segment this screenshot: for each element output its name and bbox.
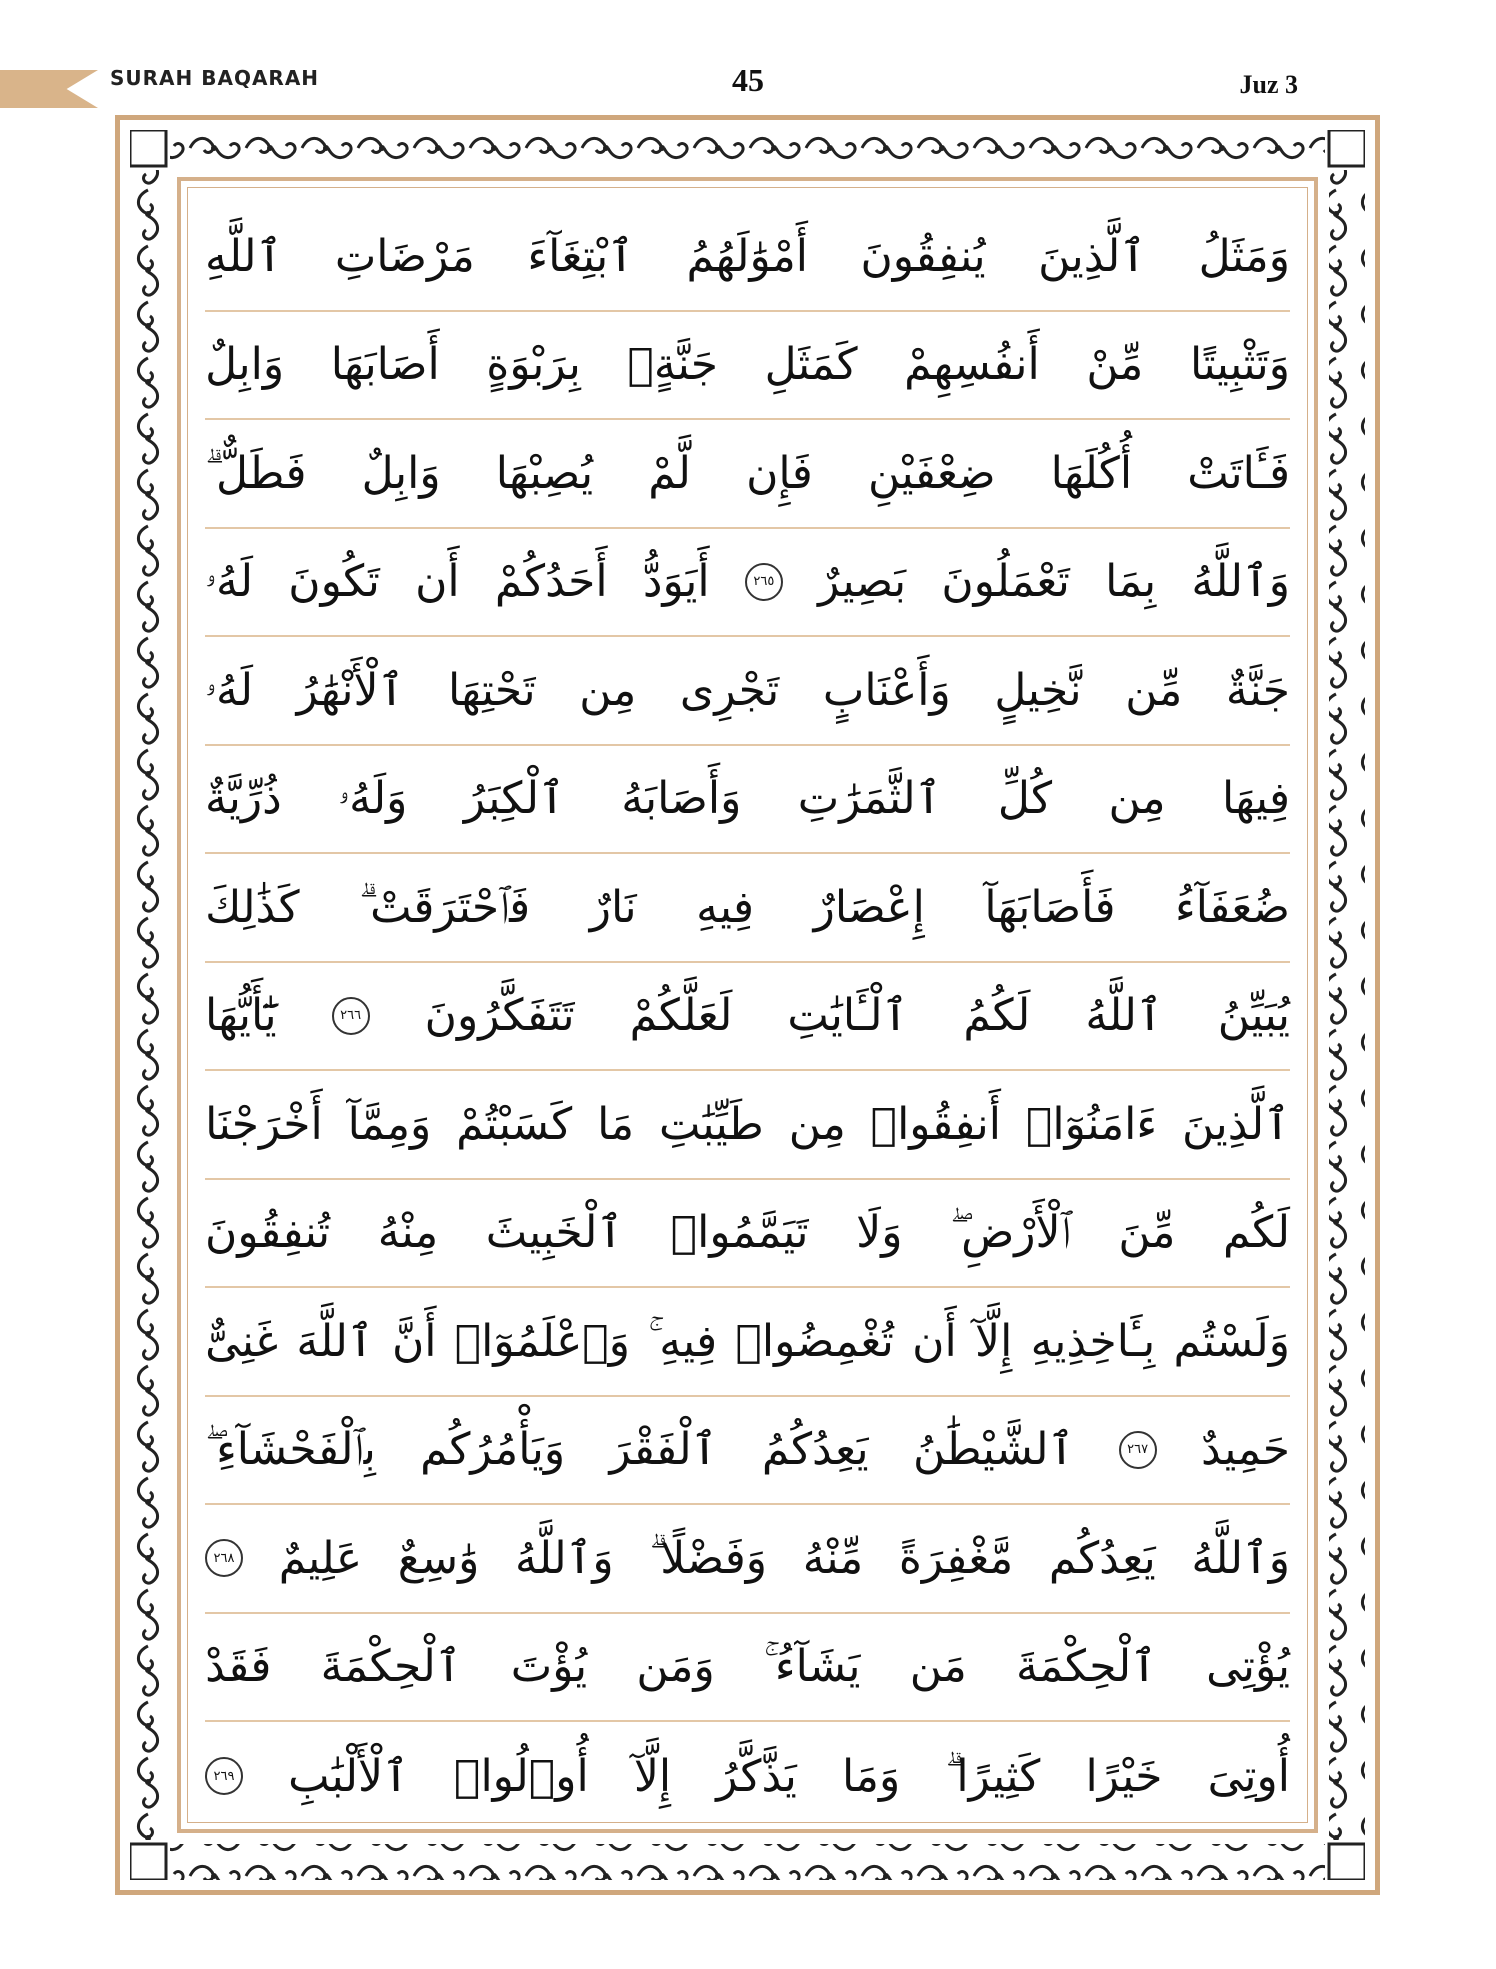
word: مِّن (1125, 664, 1183, 716)
word: جَنَّةٍۭ (627, 339, 718, 391)
word: ضِعْفَيْنِ (867, 447, 996, 499)
word: ٱلْأَرْضِ ۖ (950, 1207, 1071, 1259)
word: مِّنَ (1118, 1207, 1176, 1259)
word: فَـَٔاتَتْ (1187, 447, 1290, 499)
word: ٱلْأَنْهَٰرُ (296, 664, 405, 716)
text-line (205, 1614, 1290, 1723)
word: مَا (597, 1098, 635, 1150)
word: أَحَدُكُمْ (494, 556, 608, 608)
word: وَلَهُۥ (338, 773, 408, 825)
word: ٱلْـَٔايَٰتِ (787, 990, 909, 1042)
word: يَشَآءُ ۚ (763, 1641, 861, 1693)
word: تَعْمَلُونَ (941, 556, 1070, 608)
word: يُنفِقُونَ (860, 230, 986, 282)
word: أَخْرَجْنَا (205, 1098, 323, 1150)
word: ٱلْأَلْبَٰبِ (288, 1750, 409, 1802)
word: ٱلْفَقْرَ (609, 1424, 718, 1476)
word: غَنِىٌّ (205, 1315, 279, 1367)
word: تَجْرِى (679, 664, 780, 716)
word: كَسَبْتُمْ (456, 1098, 573, 1150)
word: وَمَا (841, 1750, 901, 1802)
word: بِمَا (1105, 556, 1157, 608)
word: وَٱعْلَمُوٓا۟ (454, 1315, 631, 1367)
word: تُغْمِضُوا۟ (735, 1315, 894, 1367)
ayah-number-marker: ٢٦٩ (205, 1757, 243, 1795)
word: فَٱحْتَرَقَتْ ۗ (359, 881, 531, 933)
word: لَكُم (1223, 1207, 1290, 1259)
word: وَمِمَّآ (347, 1098, 432, 1150)
word: ٱلْكِبَرُ (463, 773, 565, 825)
word: مَرْضَاتِ (334, 230, 475, 282)
word: ٱلشَّيْطَٰنُ (912, 1424, 1075, 1476)
word: مِّنْ (1086, 339, 1144, 391)
word: إِلَّآ (974, 1315, 1013, 1367)
text-frame (177, 177, 1318, 1833)
word: بِـَٔاخِذِيهِ (1030, 1315, 1156, 1367)
word: حَمِيدٌ (1200, 1424, 1290, 1476)
page-header (0, 0, 1496, 110)
text-line (205, 746, 1290, 855)
text-line (205, 420, 1290, 529)
text-line (205, 1288, 1290, 1397)
word: فَقَدْ (205, 1641, 272, 1693)
word: ٱلَّذِينَ (1181, 1098, 1290, 1150)
word: لَكُمُ (963, 990, 1031, 1042)
word: وَيَأْمُرُكُم (420, 1424, 566, 1476)
word: ٱللَّهَ (296, 1315, 374, 1367)
word: وَلَسْتُم (1173, 1315, 1290, 1367)
word: تُنفِقُونَ (205, 1207, 331, 1259)
word: وَأَعْنَابٍ (822, 664, 951, 716)
word: أُكُلَهَا (1050, 447, 1133, 499)
word: تَتَفَكَّرُونَ (424, 990, 575, 1042)
word: أَنفِقُوا۟ (870, 1098, 1002, 1150)
text-line (205, 1071, 1290, 1180)
word: فِيهِ ۚ (648, 1315, 718, 1367)
word: ضُعَفَآءُ (1175, 881, 1290, 933)
text-line (205, 312, 1290, 421)
text-line (205, 1722, 1290, 1831)
ayah-number-marker: ٢٦٨ (205, 1539, 243, 1577)
word: ٱلْحِكْمَةَ (320, 1641, 462, 1693)
word: لَعَلَّكُمْ (629, 990, 733, 1042)
juz-label: Juz 3 (1239, 70, 1298, 99)
word: لَهُۥ (205, 556, 254, 608)
word: ذُرِّيَّةٌ (205, 773, 282, 825)
word: ٱلْحِكْمَةَ (1015, 1641, 1157, 1693)
word: وَمَثَلُ (1198, 230, 1290, 282)
word: أُو۟لُوا۟ (454, 1750, 589, 1802)
word: أَنَّ (391, 1315, 437, 1367)
word: ٱلَّذِينَ (1038, 230, 1147, 282)
word: يَذَّكَّرُ (716, 1750, 797, 1802)
word: مِن (579, 664, 637, 716)
word: وَمَن (636, 1641, 715, 1693)
word: إِلَّآ (633, 1750, 672, 1802)
word: تَحْتِهَا (447, 664, 536, 716)
word: وَابِلٌ (205, 339, 285, 391)
word: يَٰٓأَيُّهَا (205, 990, 277, 1042)
word: يَعِدُكُمُ (761, 1424, 869, 1476)
word: ءَامَنُوٓا۟ (1025, 1098, 1158, 1150)
word: لَّمْ (648, 447, 691, 499)
word: نَّخِيلٍ (994, 664, 1082, 716)
word: كَثِيرًا ۗ (945, 1750, 1041, 1802)
word: مِّنْهُ (802, 1532, 864, 1584)
word: فَإِن (746, 447, 813, 499)
text-line (205, 1505, 1290, 1614)
word: مِن (1108, 773, 1166, 825)
word: أَنفُسِهِمْ (904, 339, 1040, 391)
text-line (205, 854, 1290, 963)
word: يُؤْتِى (1206, 1641, 1290, 1693)
word: يُصِبْهَا (495, 447, 594, 499)
word: أَيَوَدُّ (642, 556, 710, 608)
word: وَفَضْلًا ۗ (649, 1532, 768, 1584)
word: فَطَلٌّ ۗ (205, 447, 307, 499)
text-line (205, 963, 1290, 1072)
page-frame (115, 115, 1380, 1895)
word: بِٱلْفَحْشَآءِ ۖ (205, 1424, 376, 1476)
word: كَذَٰلِكَ (205, 881, 300, 933)
text-line (205, 203, 1290, 312)
text-line (205, 1180, 1290, 1289)
word: يَعِدُكُم (1048, 1532, 1156, 1584)
word: كُلِّ (997, 773, 1053, 825)
text-line (205, 529, 1290, 638)
page-number: 45 (732, 62, 764, 98)
word: أَصَابَهَا (330, 339, 440, 391)
word: فَأَصَابَهَآ (984, 881, 1116, 933)
word: نَارٌ (589, 881, 637, 933)
word: وَلَا (856, 1207, 903, 1259)
word: بِرَبْوَةٍ (486, 339, 581, 391)
text-line (205, 1397, 1290, 1506)
word: خَيْرًا (1085, 1750, 1163, 1802)
word: ٱلْخَبِيثَ (485, 1207, 624, 1259)
word: وَٱللَّهُ (1191, 556, 1290, 608)
word: مَّغْفِرَةً (898, 1532, 1014, 1584)
word: ٱللَّهُ (1085, 990, 1163, 1042)
ayah-number-marker: ٢٦٧ (1119, 1431, 1157, 1469)
word: أَن (912, 1315, 957, 1367)
word: وَابِلٌ (361, 447, 441, 499)
word: جَنَّةٌ (1225, 664, 1290, 716)
word: يُؤْتَ (510, 1641, 588, 1693)
word: لَهُۥ (205, 664, 254, 716)
word: فِيهَا (1222, 773, 1290, 825)
word: طَيِّبَٰتِ (659, 1098, 764, 1150)
word: أُوتِىَ (1207, 1750, 1290, 1802)
word: أَن (415, 556, 460, 608)
word: وَٱللَّهُ (1191, 1532, 1290, 1584)
ayah-number-marker: ٢٦٦ (332, 997, 370, 1035)
word: إِعْصَارٌ (813, 881, 925, 933)
word: مِنْهُ (377, 1207, 439, 1259)
word: أَمْوَٰلَهُمُ (686, 230, 808, 282)
word: يُبَيِّنُ (1217, 990, 1290, 1042)
word: عَلِيمٌ (278, 1532, 363, 1584)
text-line (205, 637, 1290, 746)
word: تَيَمَّمُوا۟ (670, 1207, 809, 1259)
word: ٱبْتِغَآءَ (527, 230, 635, 282)
word: مَن (909, 1641, 967, 1693)
word: تَكُونَ (288, 556, 380, 608)
word: وَٱللَّهُ (515, 1532, 614, 1584)
ayah-number-marker: ٢٦٥ (745, 563, 783, 601)
text-lines (205, 203, 1290, 1831)
word: ٱللَّهِ (205, 230, 283, 282)
word: وَٰسِعٌ (397, 1532, 480, 1584)
word: وَتَثْبِيتًا (1189, 339, 1290, 391)
word: وَأَصَابَهُ (621, 773, 742, 825)
word: بَصِيرٌ (818, 556, 907, 608)
word: مِن (788, 1098, 846, 1150)
surah-title: SURAH BAQARAH (110, 66, 320, 90)
word: كَمَثَلِ (764, 339, 858, 391)
word: فِيهِ (696, 881, 755, 933)
word: ٱلثَّمَرَٰتِ (797, 773, 942, 825)
